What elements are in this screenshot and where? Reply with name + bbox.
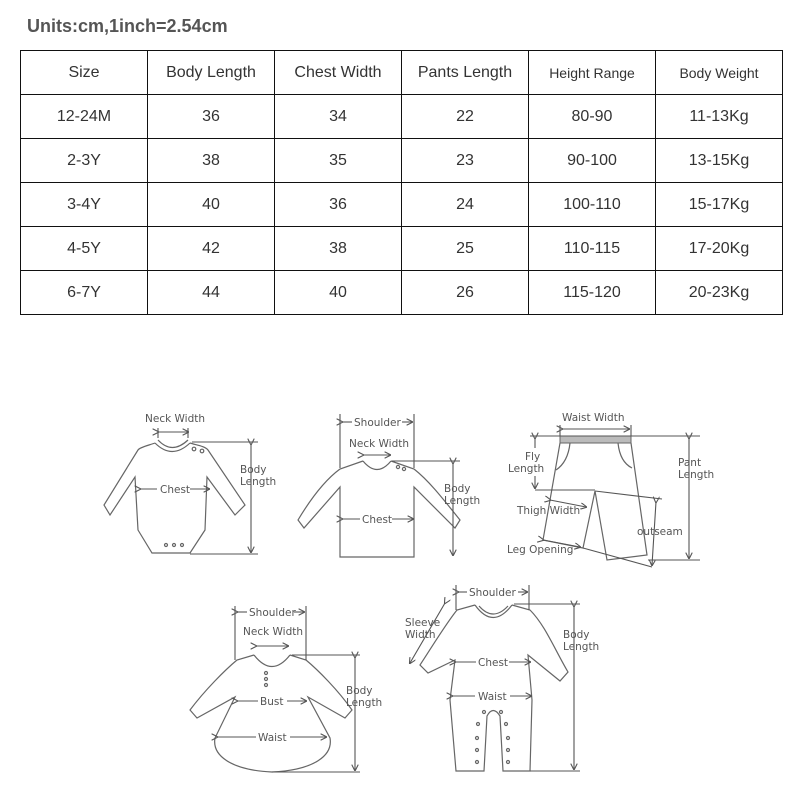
cell-chest-width: 40	[275, 271, 402, 315]
label-length: Length	[240, 476, 277, 488]
label-body: Body	[563, 629, 590, 641]
cell-body-length: 44	[148, 271, 275, 315]
label-sleeve-width: Width	[405, 629, 436, 641]
label-sleeve: Sleeve	[405, 617, 441, 629]
cell-size: 12-24M	[21, 95, 148, 139]
cell-pants-length: 26	[402, 271, 529, 315]
cell-height-range: 100-110	[529, 183, 656, 227]
cell-chest-width: 36	[275, 183, 402, 227]
cell-size: 6-7Y	[21, 271, 148, 315]
cell-body-weight: 11-13Kg	[656, 95, 783, 139]
pants-diagram	[507, 412, 714, 567]
header-size: Size	[21, 51, 148, 95]
cell-pants-length: 25	[402, 227, 529, 271]
label-neck-width: Neck Width	[243, 626, 304, 638]
label-body: Body	[444, 483, 471, 495]
cell-body-length: 36	[148, 95, 275, 139]
header-pants-length: Pants Length	[402, 51, 529, 95]
cell-body-weight: 13-15Kg	[656, 139, 783, 183]
label-waist: Waist	[478, 691, 507, 703]
label-outseam: outseam	[637, 526, 683, 538]
cell-size: 3-4Y	[21, 183, 148, 227]
dress-diagram	[190, 606, 382, 772]
cell-pants-length: 24	[402, 183, 529, 227]
cell-height-range: 80-90	[529, 95, 656, 139]
header-body-weight: Body Weight	[656, 51, 783, 95]
label-body: Body	[346, 685, 373, 697]
label-fly-length: Length	[508, 463, 545, 475]
cell-chest-width: 34	[275, 95, 402, 139]
label-neck-width: Neck Width	[349, 438, 410, 450]
cell-height-range: 90-100	[529, 139, 656, 183]
cell-chest-width: 38	[275, 227, 402, 271]
label-leg-opening: Leg Opening	[507, 544, 574, 556]
cell-body-length: 40	[148, 183, 275, 227]
cell-chest-width: 35	[275, 139, 402, 183]
cell-body-length: 42	[148, 227, 275, 271]
label-length: Length	[444, 495, 481, 507]
cell-body-weight: 20-23Kg	[656, 271, 783, 315]
label-shoulder: Shoulder	[354, 417, 401, 429]
cell-height-range: 110-115	[529, 227, 656, 271]
cell-body-weight: 17-20Kg	[656, 227, 783, 271]
label-pant-length: Length	[678, 469, 715, 481]
cell-height-range: 115-120	[529, 271, 656, 315]
label-thigh-width: Thigh Width	[517, 505, 581, 517]
label-body: Body	[240, 464, 267, 476]
label-fly: Fly	[525, 451, 541, 463]
label-neck-width: Neck Width	[145, 413, 206, 425]
cell-size: 2-3Y	[21, 139, 148, 183]
units-note: Units:cm,1inch=2.54cm	[27, 16, 228, 36]
label-length: Length	[563, 641, 600, 653]
label-shoulder: Shoulder	[469, 587, 516, 599]
label-length: Length	[346, 697, 383, 709]
romper-diagram	[405, 585, 599, 771]
label-chest: Chest	[362, 514, 393, 526]
cell-body-length: 38	[148, 139, 275, 183]
label-waist-width: Waist Width	[562, 412, 625, 424]
label-chest: Chest	[478, 657, 509, 669]
bodysuit-diagram	[104, 413, 276, 554]
label-chest: Chest	[160, 484, 191, 496]
header-height-range: Height Range	[529, 51, 656, 95]
cell-size: 4-5Y	[21, 227, 148, 271]
cell-pants-length: 23	[402, 139, 529, 183]
cell-body-weight: 15-17Kg	[656, 183, 783, 227]
sweater-diagram	[298, 414, 480, 557]
label-bust: Bust	[260, 696, 284, 708]
header-chest-width: Chest Width	[275, 51, 402, 95]
label-waist: Waist	[258, 732, 287, 744]
header-body-length: Body Length	[148, 51, 275, 95]
label-pant: Pant	[678, 457, 702, 469]
cell-pants-length: 22	[402, 95, 529, 139]
label-shoulder: Shoulder	[249, 607, 296, 619]
